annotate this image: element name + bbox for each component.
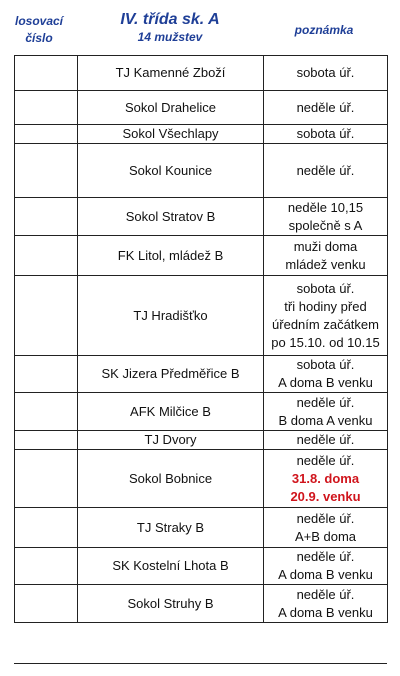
note-line: A+B doma — [294, 528, 357, 544]
lot-number-cell — [15, 356, 78, 393]
team-name-cell: Sokol Bobnice — [78, 450, 264, 508]
column-header-title — [78, 10, 262, 45]
team-name-cell: Sokol Drahelice — [78, 91, 264, 125]
lot-number-cell — [15, 144, 78, 198]
note-line: mládež venku — [285, 256, 366, 272]
note-cell — [264, 276, 388, 356]
table-row — [15, 548, 388, 585]
table-row — [15, 91, 388, 125]
team-name-cell: SK Jizera Předměřice B — [78, 356, 264, 393]
table-row — [15, 393, 388, 431]
note-line: společně s A — [288, 217, 363, 233]
team-name-cell: Sokol Všechlapy — [78, 125, 264, 144]
table-bottom-border — [14, 663, 387, 664]
table-row — [15, 450, 388, 508]
column-header-lot-line1: losovací — [14, 14, 64, 28]
table-row — [15, 508, 388, 548]
note-line-highlight: 31.8. doma — [291, 470, 360, 486]
note-cell — [264, 548, 388, 585]
note-cell — [264, 356, 388, 393]
note-line: po 15.10. od 10.15 — [271, 334, 380, 350]
note-line: tři hodiny před — [284, 298, 367, 314]
lot-number-cell — [15, 393, 78, 431]
table-row — [15, 198, 388, 236]
table-row — [15, 356, 388, 393]
note-cell — [264, 431, 388, 450]
note-line: sobota úř. — [296, 357, 355, 372]
note-line: muži doma — [293, 238, 358, 254]
column-header-note: poznámka — [294, 23, 354, 37]
note-line: neděle úř. — [296, 586, 355, 602]
note-line: neděle úř. — [296, 432, 355, 447]
note-line: A doma B venku — [278, 604, 373, 620]
lot-number-cell — [15, 125, 78, 144]
team-name-cell: SK Kostelní Lhota B — [78, 548, 264, 585]
note-cell — [264, 56, 388, 91]
note-line: neděle úř. — [296, 549, 355, 564]
lot-number-cell — [15, 91, 78, 125]
team-name-cell: Sokol Kounice — [78, 144, 264, 198]
note-cell — [264, 508, 388, 548]
note-line: B doma A venku — [278, 412, 373, 428]
lot-number-cell — [15, 585, 78, 623]
table-row — [15, 236, 388, 276]
table-row — [15, 125, 388, 144]
table-row — [15, 431, 388, 450]
team-name-cell: TJ Straky B — [78, 508, 264, 548]
note-line: neděle úř. — [296, 162, 355, 178]
lot-number-cell — [15, 508, 78, 548]
note-cell — [264, 393, 388, 431]
lot-number-cell — [15, 431, 78, 450]
column-header-lot-line2: číslo — [25, 31, 53, 45]
note-cell — [264, 236, 388, 276]
column-header-lot-number — [8, 13, 70, 47]
lot-number-cell — [15, 56, 78, 91]
lot-number-cell — [15, 450, 78, 508]
note-cell — [264, 144, 388, 198]
table-row — [15, 276, 388, 356]
table-row — [15, 144, 388, 198]
table-header — [0, 0, 400, 55]
team-count: 14 mužstev — [137, 30, 203, 44]
note-cell — [264, 585, 388, 623]
note-line: úředním začátkem — [272, 316, 379, 332]
note-cell — [264, 91, 388, 125]
lot-number-cell — [15, 276, 78, 356]
note-cell — [264, 198, 388, 236]
note-line: sobota úř. — [296, 126, 355, 141]
team-name-cell: Sokol Struhy B — [78, 585, 264, 623]
note-cell — [264, 450, 388, 508]
note-line: neděle úř. — [296, 452, 355, 468]
team-name-cell: AFK Milčice B — [78, 393, 264, 431]
note-line: neděle 10,15 — [287, 199, 364, 215]
team-name-cell: Sokol Stratov B — [78, 198, 264, 236]
note-line: A doma B venku — [278, 375, 373, 390]
lot-number-cell — [15, 548, 78, 585]
lot-number-cell — [15, 198, 78, 236]
team-name-cell: TJ Hradišťko — [78, 276, 264, 356]
table-row — [15, 56, 388, 91]
table-row — [15, 585, 388, 623]
note-line: neděle úř. — [296, 99, 355, 115]
team-name-cell: TJ Kamenné Zboží — [78, 56, 264, 91]
note-line: A doma B venku — [278, 567, 373, 582]
note-line-highlight: 20.9. venku — [290, 488, 361, 504]
note-line: neděle úř. — [296, 394, 355, 410]
team-table-body — [15, 56, 388, 623]
note-line: neděle úř. — [296, 510, 355, 526]
division-title: IV. třída sk. A — [120, 11, 220, 28]
note-line: sobota úř. — [296, 280, 355, 296]
note-line: sobota úř. — [296, 65, 355, 80]
lot-number-cell — [15, 236, 78, 276]
team-table — [14, 55, 388, 623]
team-name-cell: TJ Dvory — [78, 431, 264, 450]
note-cell — [264, 125, 388, 144]
team-name-cell: FK Litol, mládež B — [78, 236, 264, 276]
